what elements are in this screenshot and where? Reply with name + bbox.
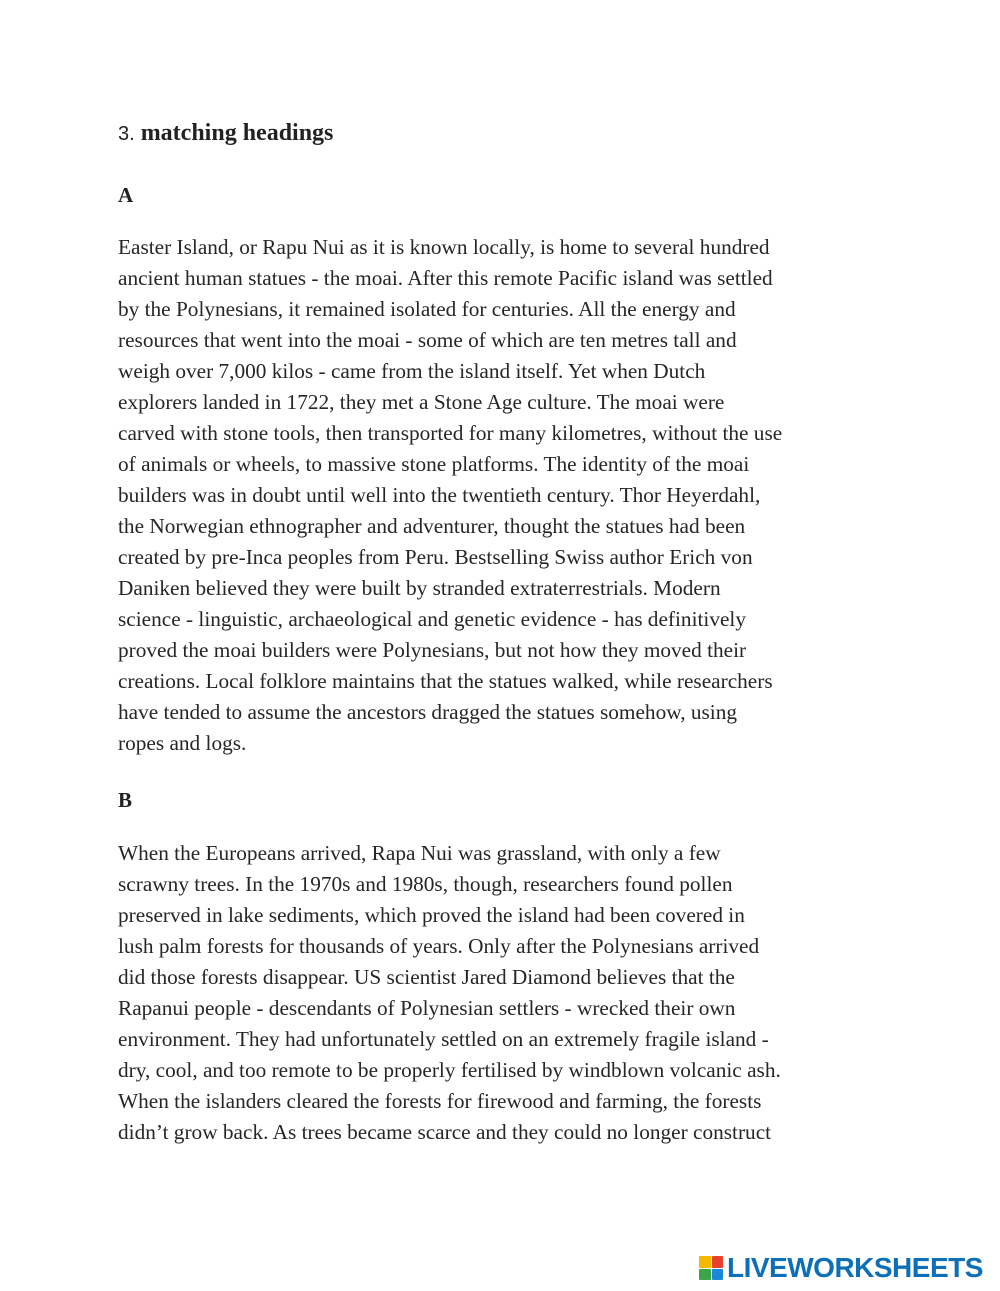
liveworksheets-logo-icon [699, 1256, 723, 1280]
paragraph-line: proved the moai builders were Polynesians, but not how they moved their [118, 638, 747, 662]
logo-icon-square [699, 1256, 711, 1268]
paragraph-line: carved with stone tools, then transported for many kilometres, without the use [118, 421, 783, 445]
paragraph-line: by the Polynesians, it remained isolated for centuries. All the energy and [118, 297, 736, 321]
paragraph-line: Daniken believed they were built by stranded extraterrestrials. Modern [118, 576, 721, 600]
question-title: matching headings [140, 120, 334, 146]
logo-icon-square [699, 1269, 711, 1281]
question-number: 3. [118, 123, 135, 145]
paragraph-line: creations. Local folklore maintains that the statues walked, while researchers [118, 669, 773, 693]
section-label-a: A [118, 183, 134, 207]
paragraph-line: preserved in lake sediments, which proved the island had been covered in [118, 903, 745, 927]
paragraph-line: did those forests disappear. US scientist Jared Diamond believes that the [118, 965, 735, 989]
paragraph-line: of animals or wheels, to massive stone platforms. The identity of the moai [118, 452, 750, 476]
liveworksheets-logo[interactable] [699, 1253, 983, 1283]
section-label-b: B [118, 788, 133, 812]
paragraph-line: dry, cool, and too remote to be properly fertilised by windblown volcanic ash. [118, 1058, 781, 1082]
paragraph-line: weigh over 7,000 kilos - came from the island itself. Yet when Dutch [118, 359, 706, 383]
logo-icon-square [712, 1256, 724, 1268]
paragraph-a [118, 232, 886, 759]
paragraph-line: ancient human statues - the moai. After this remote Pacific island was settled [118, 266, 773, 290]
paragraph-line: resources that went into the moai - some of which are ten metres tall and [118, 328, 737, 352]
paragraph-line: the Norwegian ethnographer and adventurer, thought the statues had been [118, 514, 746, 538]
paragraph-line: Rapanui people - descendants of Polynesian settlers - wrecked their own [118, 996, 736, 1020]
question-heading [118, 116, 333, 151]
paragraph-line: When the Europeans arrived, Rapa Nui was grassland, with only a few [118, 841, 721, 865]
logo-icon-square [712, 1269, 724, 1281]
paragraph-line: ropes and logs. [118, 731, 247, 755]
logo-text: LIVEWORKSHEETS [727, 1252, 983, 1283]
paragraph-line: have tended to assume the ancestors dragged the statues somehow, using [118, 700, 738, 724]
paragraph-line: When the islanders cleared the forests for firewood and farming, the forests [118, 1089, 762, 1113]
paragraph-line: didn’t grow back. As trees became scarce and they could no longer construct [118, 1120, 772, 1144]
paragraph-line: lush palm forests for thousands of years. Only after the Polynesians arrived [118, 934, 760, 958]
paragraph-b [118, 838, 886, 1148]
paragraph-line: scrawny trees. In the 1970s and 1980s, though, researchers found pollen [118, 872, 733, 896]
paragraph-line: Easter Island, or Rapu Nui as it is known locally, is home to several hundred [118, 235, 770, 259]
paragraph-line: created by pre-Inca peoples from Peru. Bestselling Swiss author Erich von [118, 545, 753, 569]
paragraph-line: explorers landed in 1722, they met a Stone Age culture. The moai were [118, 390, 725, 414]
paragraph-line: environment. They had unfortunately settled on an extremely fragile island - [118, 1027, 769, 1051]
paragraph-line: builders was in doubt until well into the twentieth century. Thor Heyerdahl, [118, 483, 761, 507]
paragraph-line: science - linguistic, archaeological and genetic evidence - has definitively [118, 607, 746, 631]
